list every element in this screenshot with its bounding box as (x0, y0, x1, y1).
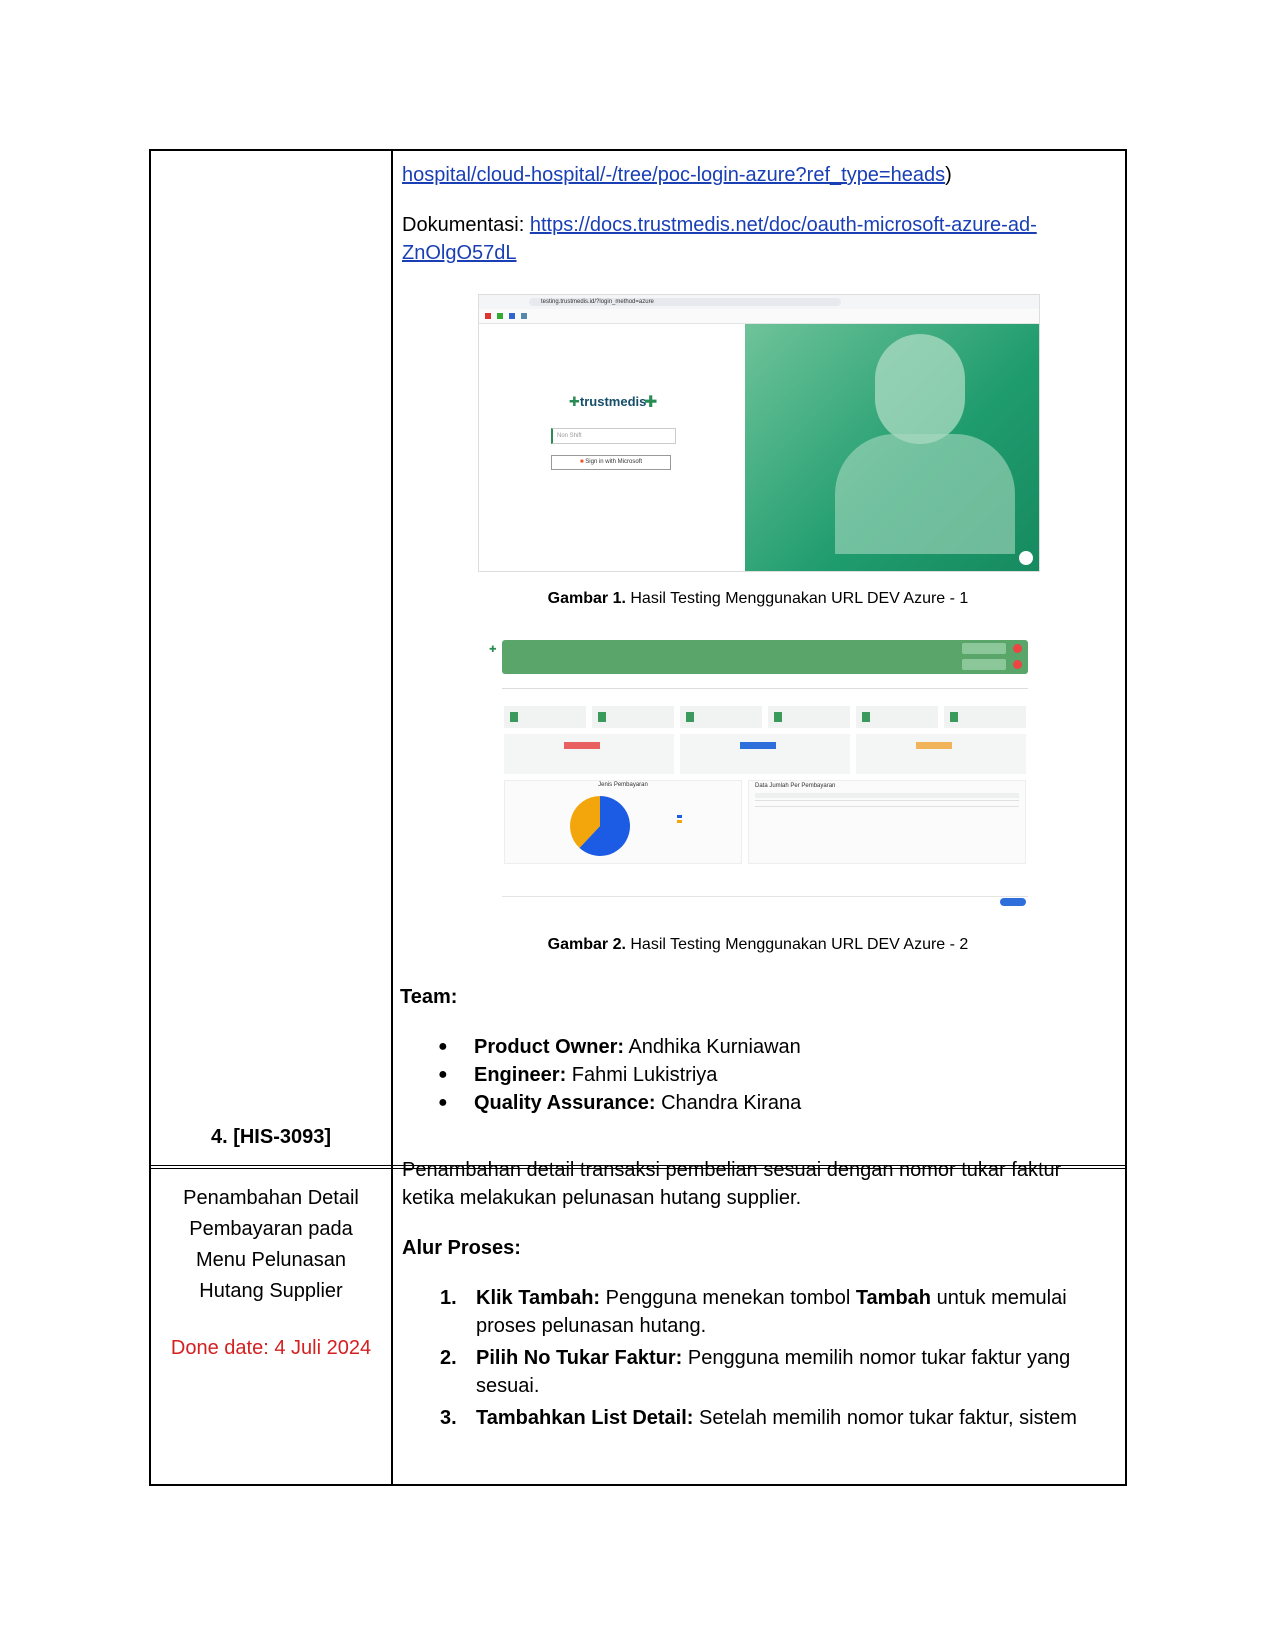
brand-logo: ✚trustmedis (569, 394, 647, 409)
chart-title: Jenis Pembayaran (598, 782, 648, 788)
process-steps (402, 1284, 1117, 1432)
dashboard-sidebar (486, 640, 500, 916)
panel-title: Data Jumlah Per Pembayaran (755, 783, 836, 789)
bookmarks-bar (479, 309, 1039, 324)
figure1-screenshot (478, 294, 1040, 572)
table-header (755, 793, 1019, 798)
documentation-line (402, 211, 1112, 267)
row1-content (402, 161, 1112, 267)
summary-row (504, 734, 1026, 774)
bookmark-icon[interactable] (497, 313, 503, 319)
close-icon[interactable] (1013, 644, 1022, 653)
doctor-photo (875, 334, 965, 444)
step-item: 3. Tambahkan List Detail: Setelah memilih nomor tukar faktur, sistem (440, 1407, 1077, 1429)
process-heading: Alur Proses: (402, 1237, 521, 1259)
column-divider (391, 151, 393, 1484)
dashboard-footer (502, 896, 1028, 907)
table-row (755, 806, 1019, 807)
shift-select[interactable]: Non Shift (551, 428, 676, 444)
bookmark-icon[interactable] (521, 313, 527, 319)
detail-button[interactable] (962, 643, 1006, 654)
team-list (400, 1033, 1100, 1117)
ticket-title: Penambahan Detail Pembayaran pada Menu Pelunasan Hutang Supplier (183, 1187, 359, 1302)
payment-chart-card (504, 780, 742, 864)
plus-icon: ✚ (569, 394, 580, 409)
browser-toolbar (479, 295, 1039, 309)
close-icon[interactable] (1013, 660, 1022, 669)
stat-card (592, 706, 674, 728)
medical-cross-icon: ✚ (644, 394, 658, 411)
payment-table-card (748, 780, 1026, 864)
table-row (755, 800, 1019, 801)
announcement-banner (502, 640, 1028, 674)
repo-link[interactable]: hospital/cloud-hospital/-/tree/poc-login-azure?ref_type=heads (402, 164, 946, 186)
stats-row (504, 706, 1026, 728)
figure2-caption: Gambar 2. Hasil Testing Menggunakan URL DEV Azure - 2 (547, 936, 969, 953)
doc-label: Dokumentasi: (402, 214, 530, 236)
step-item: 2. Pilih No Tukar Faktur: Pengguna memilih nomor tukar faktur yang sesuai. (440, 1347, 1071, 1397)
row2-left-cell (151, 1123, 391, 1360)
step-item: 1. Klik Tambah: Pengguna menekan tombol Tambah untuk memulai proses pelunasan hutang. (440, 1287, 1067, 1337)
doc-link[interactable]: https://docs.trustmedis.net/doc/oauth-microsoft-azure-ad- ZnOlgO57dL (402, 214, 1037, 264)
detail-button[interactable] (962, 659, 1006, 670)
legend-swatch (677, 820, 682, 823)
login-panel (479, 324, 745, 571)
stat-card (504, 706, 586, 728)
stat-card (768, 706, 850, 728)
summary-card (680, 734, 850, 774)
bookmark-icon[interactable] (509, 313, 515, 319)
chat-button[interactable] (1000, 898, 1026, 906)
microsoft-icon: ■ (580, 459, 584, 465)
link-close-paren: ) (945, 164, 952, 186)
summary-card (504, 734, 674, 774)
stat-card (944, 706, 1026, 728)
sign-in-microsoft-button[interactable]: ■ Sign in with Microsoft (551, 455, 671, 470)
logo-icon: ✚ (489, 644, 497, 654)
team-section (400, 983, 1100, 1117)
dashboard-header (502, 676, 1028, 689)
summary-card (856, 734, 1026, 774)
team-heading: Team: (400, 986, 458, 1008)
stat-card (856, 706, 938, 728)
team-member: ● Quality Assurance: Chandra Kirana (400, 1089, 1100, 1117)
row2-right-cell (402, 1156, 1117, 1436)
ticket-id: 4. [HIS-3093] (210, 1126, 332, 1148)
payment-pie-chart (505, 781, 741, 863)
repo-link-line (402, 161, 1112, 189)
ticket-description: Penambahan detail transaksi pembelian sesuai dengan nomor tukar faktur ketika melakukan pelunasan hutang supplier. (402, 1159, 1062, 1209)
stat-card (680, 706, 762, 728)
done-date: Done date: 4 Juli 2024 (170, 1337, 372, 1359)
team-member: ● Engineer: Fahmi Lukistriya (400, 1061, 1100, 1089)
figure2-screenshot (486, 640, 1034, 916)
hero-image (745, 324, 1039, 571)
youtube-icon[interactable] (485, 313, 491, 319)
doctor-coat (835, 434, 1015, 554)
legend-swatch (677, 815, 682, 818)
chat-icon[interactable] (1019, 551, 1033, 565)
figure1-caption: Gambar 1. Hasil Testing Menggunakan URL DEV Azure - 1 (547, 590, 969, 607)
team-member: ● Product Owner: Andhika Kurniawan (400, 1033, 1100, 1061)
address-bar[interactable]: testing.trustmedis.id/?login_method=azure (529, 298, 841, 306)
